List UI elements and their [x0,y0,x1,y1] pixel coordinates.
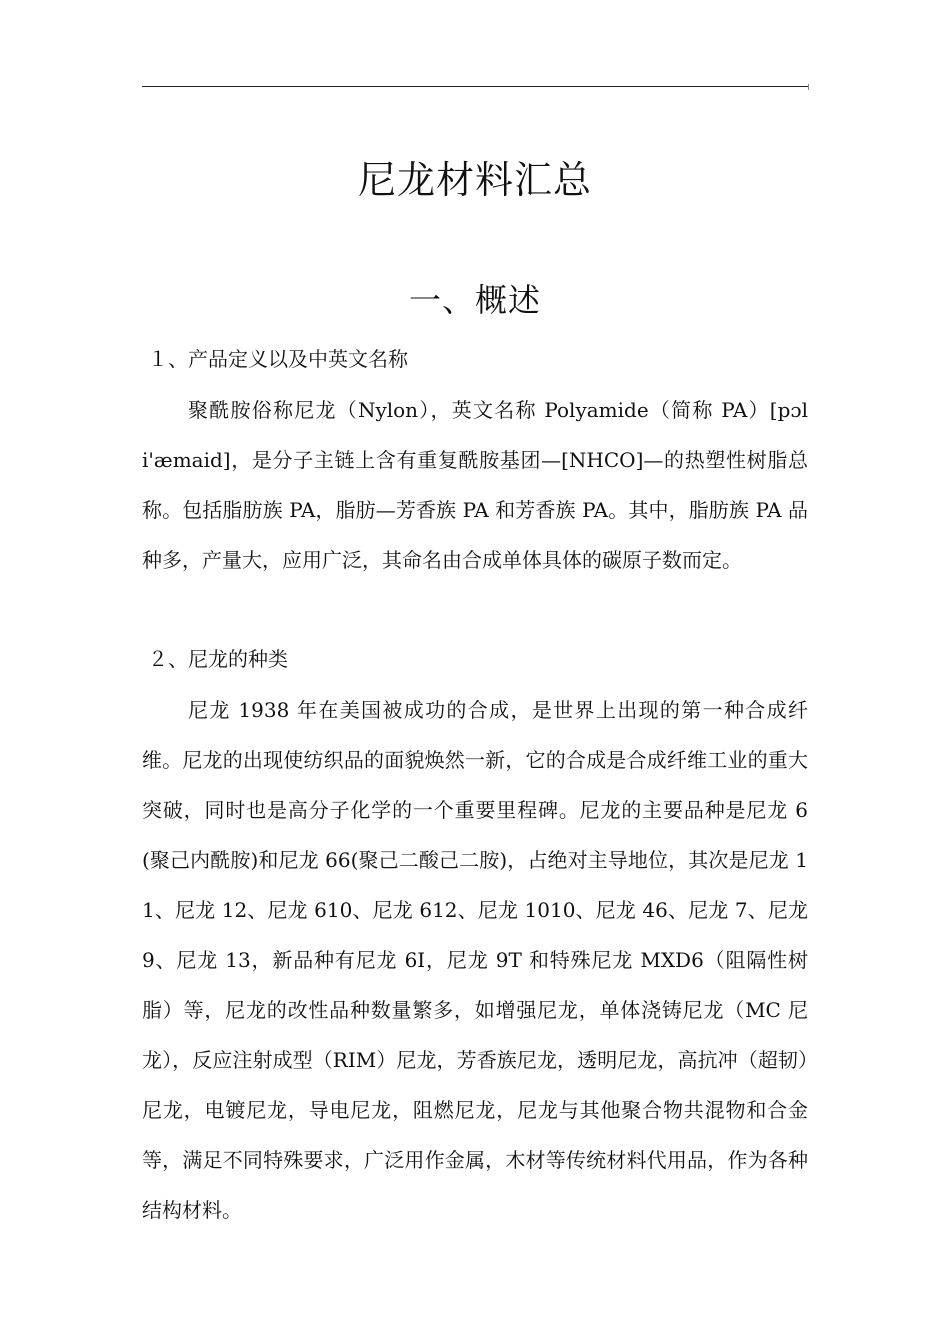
subsection-heading-definition: １、产品定义以及中英文名称 [148,347,408,371]
header-rule-marker [808,84,809,90]
subsection-heading-types: ２、尼龙的种类 [148,647,288,671]
section-title: 一、概述 [408,281,541,319]
header-rule [142,86,808,87]
paragraph-types: 尼龙 1938 年在美国被成功的合成，是世界上出现的第一种合成纤维。尼龙的出现使纺织品的面貌焕然一新，它的合成是合成纤维工业的重大突破，同时也是高分子化学的一个重要里程碑。尼龙的主要品种是尼龙 6(聚己内酰胺)和尼龙 66(聚己二酸己二胺)，占绝对主导地位，其次是尼龙 11、尼龙 12、尼龙 610、尼龙 612、尼龙 1010、尼龙 46、尼龙 7、尼龙 9、尼龙 13，新品种有尼龙 6I，尼龙 9T 和特殊尼龙 MXD6（阻隔性树脂）等，尼龙的改性品种数量繁多，如增强尼龙，单体浇铸尼龙（MC 尼龙），反应注射成型（RIM）尼龙，芳香族尼龙，透明尼龙，高抗冲（超韧）尼龙，电镀尼龙，导电尼龙，阻燃尼龙，尼龙与其他聚合物共混物和合金等，满足不同特殊要求，广泛用作金属，木材等传统材料代用品，作为各种结构材料。 [142,698,808,1222]
paragraph-definition: 聚酰胺俗称尼龙（Nylon），英文名称 Polyamide（简称 PA）[pɔli'æmaid]，是分子主链上含有重复酰胺基团—[NHCO]—的热塑性树脂总称。包括脂肪族 PA，脂肪—芳香族 PA 和芳香族 PA。其中，脂肪族 PA 品种多，产量大，应用广泛，其命名由合成单体具体的碳原子数而定。 [142,398,808,572]
document-title: 尼龙材料汇总 [357,158,592,202]
